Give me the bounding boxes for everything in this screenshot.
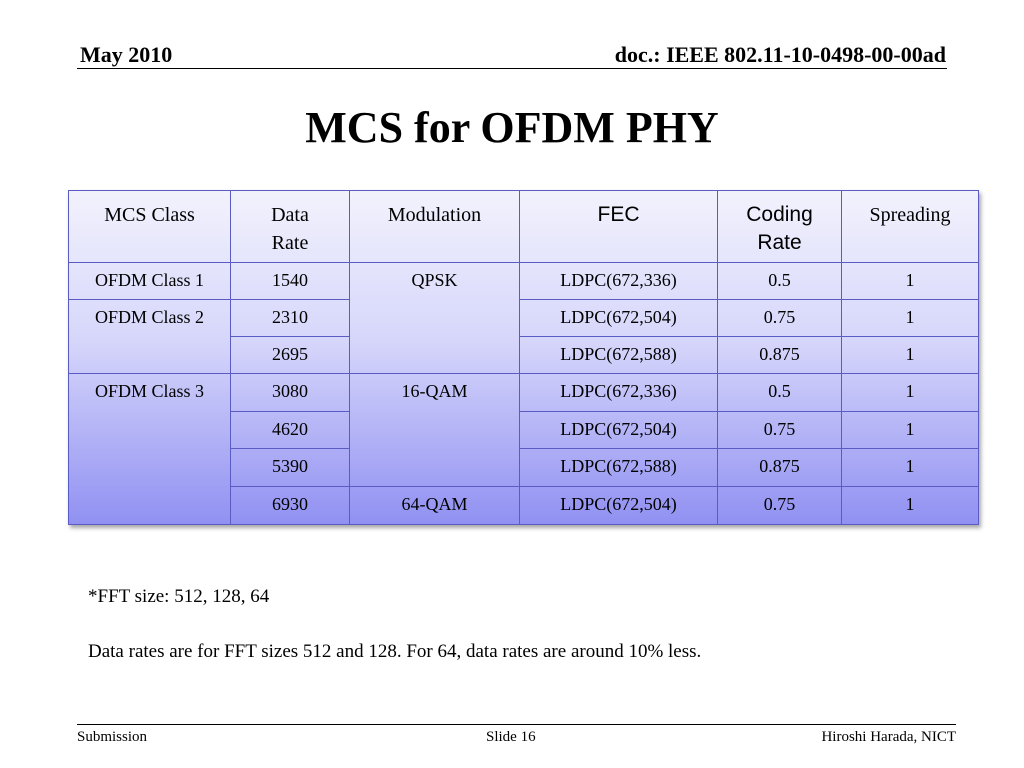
fec-cell: LDPC(672,336) [520, 263, 718, 300]
coding-rate-cell: 0.5 [718, 263, 842, 300]
data-rate-cell: 5390 [231, 449, 350, 487]
header-data-rate-line2: Rate [271, 232, 309, 254]
table-row [69, 374, 979, 412]
spreading-cell: 1 [842, 300, 979, 337]
footer-author: Hiroshi Harada, NICT [821, 729, 956, 745]
spreading-cell: 1 [842, 449, 979, 487]
fft-size-note: *FFT size: 512, 128, 64 [88, 586, 270, 607]
spreading-cell: 1 [842, 374, 979, 412]
data-rate-note: Data rates are for FFT sizes 512 and 128. For 64, data rates are around 10% less. [88, 641, 702, 662]
fec-cell: LDPC(672,588) [520, 337, 718, 374]
spreading-cell: 1 [842, 337, 979, 374]
table-row [69, 300, 979, 337]
footer-slide-number: Slide 16 [486, 729, 536, 745]
header-modulation: Modulation [350, 191, 520, 263]
spreading-cell: 1 [842, 412, 979, 449]
data-rate-cell: 6930 [231, 487, 350, 525]
mcs-class-cell: OFDM Class 1 [69, 263, 231, 300]
footer-rule [77, 724, 956, 725]
mcs-table [68, 190, 979, 525]
fec-cell: LDPC(672,504) [520, 300, 718, 337]
header-fec: FEC [520, 191, 718, 263]
table-header-row [69, 191, 979, 263]
data-rate-cell: 3080 [231, 374, 350, 412]
data-rate-cell: 4620 [231, 412, 350, 449]
data-rate-cell: 1540 [231, 263, 350, 300]
header-data-rate [231, 191, 350, 263]
coding-rate-cell: 0.75 [718, 300, 842, 337]
modulation-cell: 64-QAM [350, 487, 520, 525]
header-coding-rate-line2: Rate [757, 231, 802, 254]
header-data-rate-line1: Data [271, 204, 309, 226]
header-spreading: Spreading [842, 191, 979, 263]
coding-rate-cell: 0.875 [718, 449, 842, 487]
modulation-cell: 16-QAM [350, 374, 520, 487]
spreading-cell: 1 [842, 263, 979, 300]
coding-rate-cell: 0.75 [718, 412, 842, 449]
header-coding-rate [718, 191, 842, 263]
fec-cell: LDPC(672,336) [520, 374, 718, 412]
header-date: May 2010 [80, 42, 173, 67]
fec-cell: LDPC(672,504) [520, 412, 718, 449]
fec-cell: LDPC(672,588) [520, 449, 718, 487]
coding-rate-cell: 0.875 [718, 337, 842, 374]
slide-title: MCS for OFDM PHY [305, 103, 719, 152]
coding-rate-cell: 0.5 [718, 374, 842, 412]
fec-cell: LDPC(672,504) [520, 487, 718, 525]
data-rate-cell: 2310 [231, 300, 350, 337]
header-doc-id: doc.: IEEE 802.11-10-0498-00-00ad [614, 42, 946, 67]
mcs-class-cell: OFDM Class 2 [69, 300, 231, 374]
header-rule [77, 68, 947, 69]
header-mcs-class: MCS Class [69, 191, 231, 263]
header-coding-rate-line1: Coding [746, 203, 813, 226]
table-row [69, 263, 979, 300]
spreading-cell: 1 [842, 487, 979, 525]
modulation-cell: QPSK [350, 263, 520, 374]
coding-rate-cell: 0.75 [718, 487, 842, 525]
mcs-class-cell: OFDM Class 3 [69, 374, 231, 525]
footer-submission: Submission [77, 729, 148, 745]
data-rate-cell: 2695 [231, 337, 350, 374]
